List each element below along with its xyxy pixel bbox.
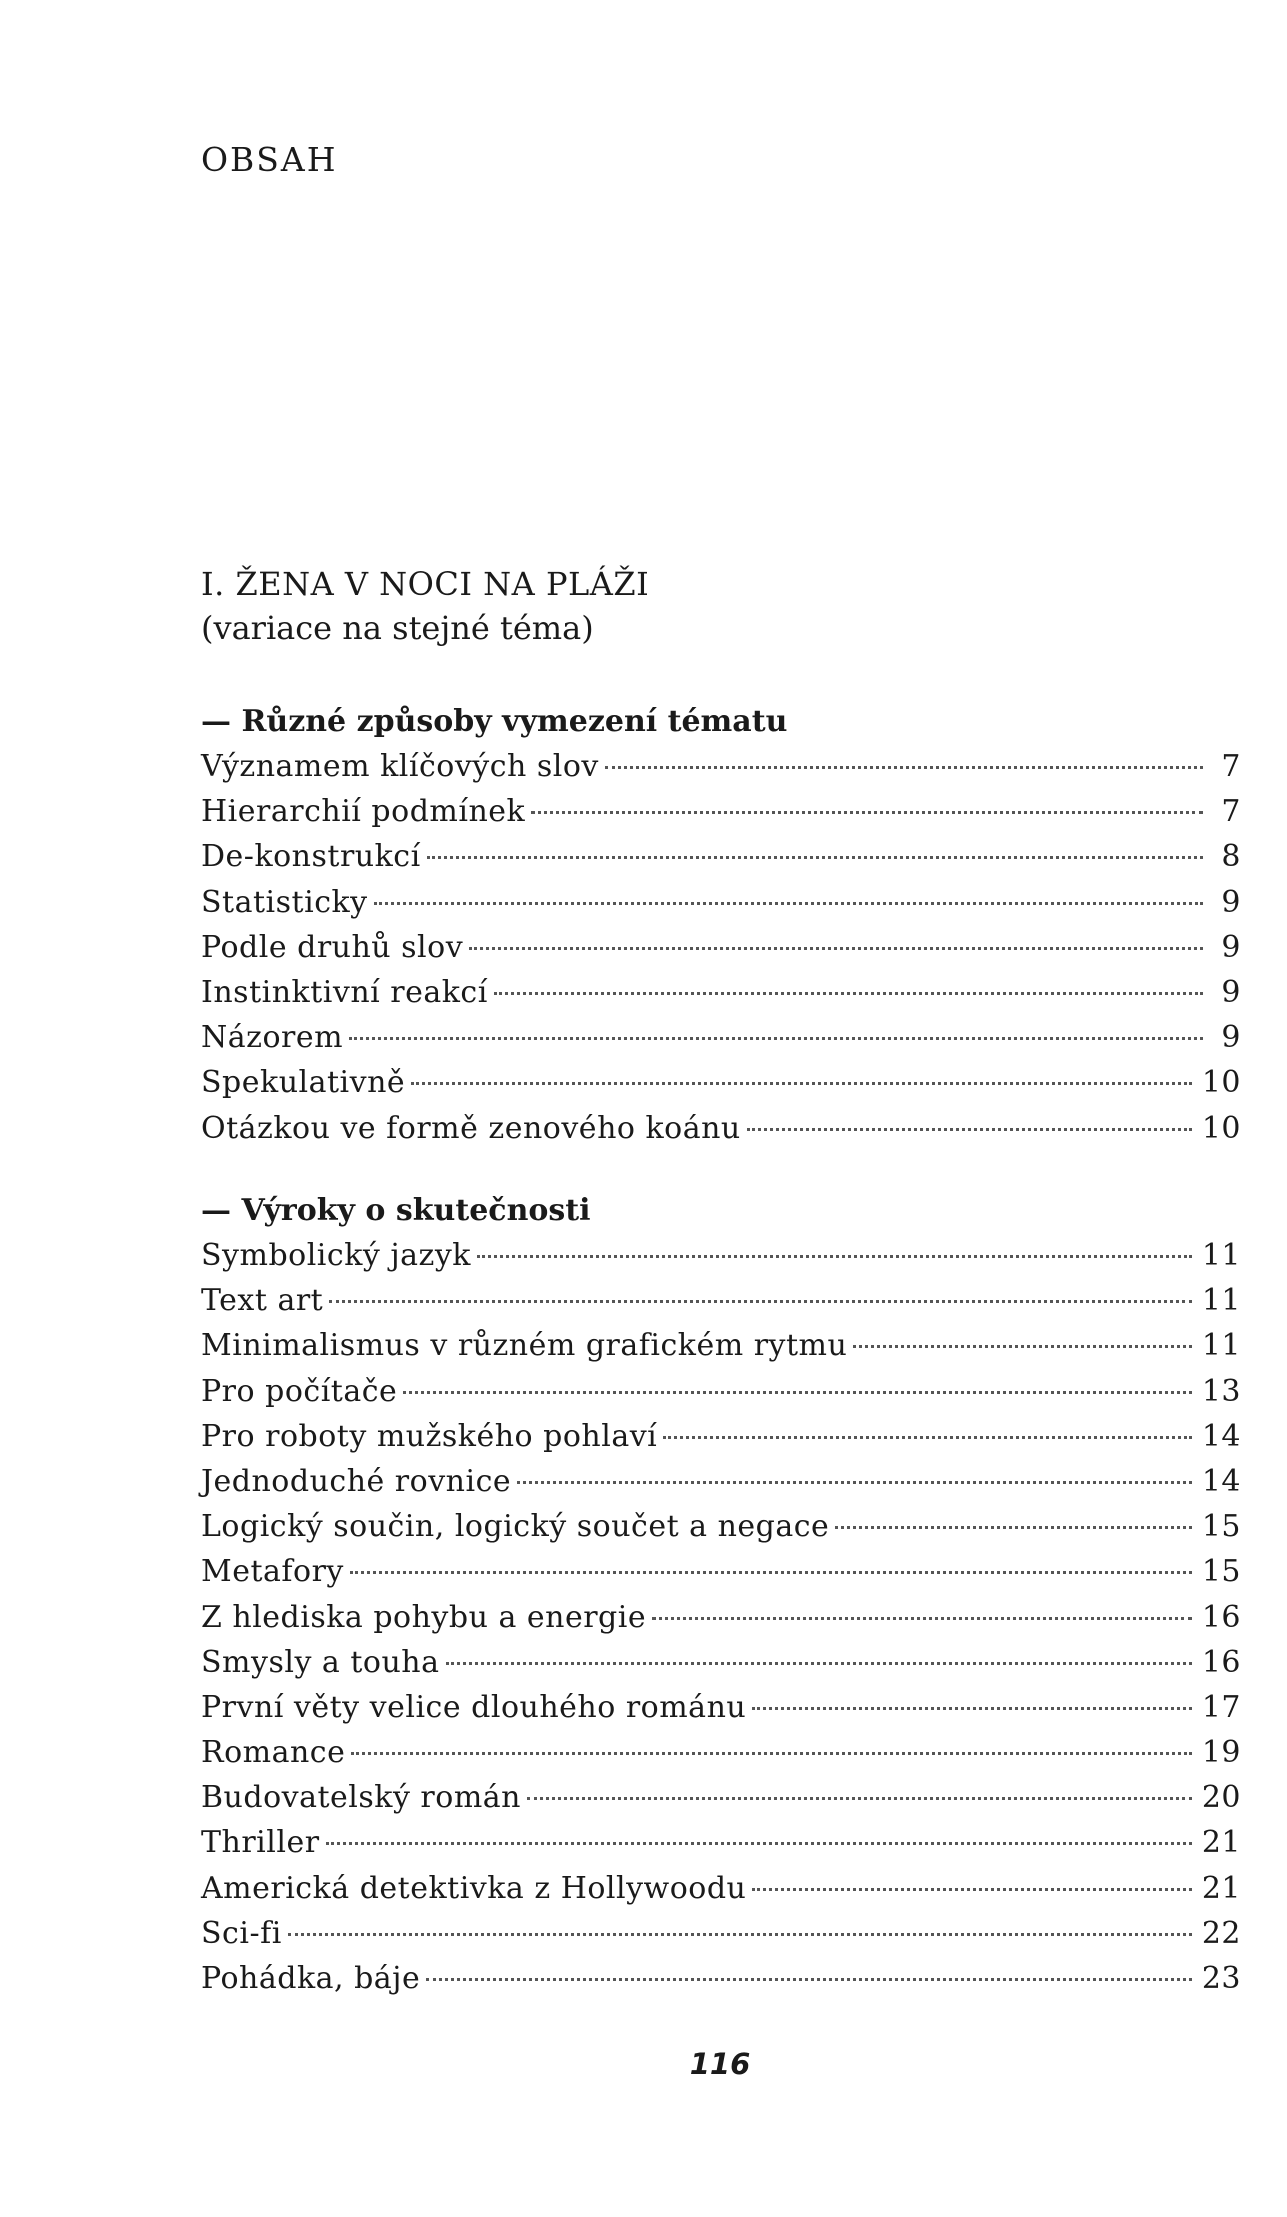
toc-entry[interactable] bbox=[201, 970, 1241, 1015]
dot-leader bbox=[411, 1082, 1192, 1085]
dot-leader bbox=[494, 992, 1203, 995]
toc-entry-label: Významem klíčových slov bbox=[201, 749, 599, 784]
toc-entry-page: 10 bbox=[1201, 1065, 1241, 1101]
toc-entry[interactable] bbox=[201, 925, 1241, 970]
dot-leader bbox=[426, 1978, 1192, 1981]
dot-leader bbox=[853, 1345, 1191, 1348]
toc-entry-page: 13 bbox=[1201, 1373, 1241, 1409]
toc-entry-label: Thriller bbox=[201, 1825, 320, 1861]
toc-section bbox=[201, 1189, 1241, 2001]
toc-entry-label: Pohádka, báje bbox=[201, 1961, 421, 1996]
toc-entry-page: 16 bbox=[1201, 1599, 1241, 1635]
toc-entry-label: První věty velice dlouhého románu bbox=[201, 1689, 747, 1725]
toc-entry[interactable] bbox=[201, 1106, 1241, 1151]
toc-list bbox=[201, 744, 1241, 1151]
toc-entry[interactable] bbox=[201, 1866, 1241, 1911]
toc-entry-page: 14 bbox=[1201, 1418, 1241, 1454]
toc-entry-page: 11 bbox=[1201, 1283, 1241, 1319]
dot-leader bbox=[747, 1128, 1192, 1131]
toc-entry-page: 9 bbox=[1221, 974, 1241, 1010]
section-heading: — Výroky o skutečnosti bbox=[201, 1193, 591, 1228]
toc-entry[interactable] bbox=[201, 1595, 1241, 1640]
dot-leader bbox=[663, 1436, 1192, 1439]
toc-entry-label: Budovatelský román bbox=[201, 1780, 521, 1816]
toc-entry[interactable] bbox=[201, 1956, 1241, 2001]
toc-entry-page: 21 bbox=[1201, 1870, 1241, 1906]
dot-leader bbox=[349, 1037, 1203, 1040]
dot-leader bbox=[652, 1617, 1192, 1620]
toc-entry[interactable] bbox=[201, 1640, 1241, 1685]
toc-entry-page: 10 bbox=[1201, 1110, 1241, 1146]
toc-entry[interactable] bbox=[201, 1504, 1241, 1549]
dot-leader bbox=[446, 1662, 1192, 1665]
toc-entry[interactable] bbox=[201, 1369, 1241, 1414]
toc-entry-label: Spekulativně bbox=[201, 1065, 406, 1101]
toc-entry-label: Minimalismus v různém grafickém rytmu bbox=[201, 1328, 848, 1364]
toc-entry-label: Jednoduché rovnice bbox=[201, 1463, 512, 1499]
toc-entry-label: Názorem bbox=[201, 1020, 344, 1056]
dot-leader bbox=[427, 856, 1203, 859]
toc-entry-label: Logický součin, logický součet a negace bbox=[201, 1509, 830, 1545]
toc-entry-page: 15 bbox=[1201, 1554, 1241, 1590]
toc-entry[interactable] bbox=[201, 789, 1241, 834]
dot-leader bbox=[527, 1797, 1192, 1800]
toc-entry[interactable] bbox=[201, 880, 1241, 925]
part-title: I. ŽENA V NOCI NA PLÁŽI bbox=[201, 565, 650, 603]
toc-entry[interactable] bbox=[201, 1015, 1241, 1060]
dot-leader bbox=[517, 1481, 1192, 1484]
toc-entry-page: 7 bbox=[1221, 749, 1241, 784]
toc-entry-label: Otázkou ve formě zenového koánu bbox=[201, 1110, 741, 1146]
dot-leader bbox=[835, 1526, 1192, 1529]
dot-leader bbox=[351, 1752, 1191, 1755]
toc-entry-label: Pro roboty mužského pohlaví bbox=[201, 1418, 658, 1454]
toc-entry[interactable] bbox=[201, 1233, 1241, 1278]
toc-entry-page: 17 bbox=[1201, 1689, 1241, 1725]
toc-entry-page: 7 bbox=[1221, 794, 1241, 830]
dot-leader bbox=[403, 1391, 1192, 1394]
toc-entry-page: 21 bbox=[1201, 1825, 1241, 1861]
toc-entry-label: Americká detektivka z Hollywoodu bbox=[201, 1870, 747, 1906]
toc-entry[interactable] bbox=[201, 1414, 1241, 1459]
toc-entry-page: 8 bbox=[1221, 839, 1241, 875]
toc-entry-page: 9 bbox=[1221, 884, 1241, 920]
toc-entry-label: Metafory bbox=[201, 1554, 344, 1590]
toc-entry-label: Symbolický jazyk bbox=[201, 1238, 471, 1273]
page-title: OBSAH bbox=[201, 140, 338, 179]
toc-entry-page: 9 bbox=[1221, 1020, 1241, 1056]
toc-entry-page: 23 bbox=[1201, 1961, 1241, 1996]
toc-entry-page: 20 bbox=[1201, 1780, 1241, 1816]
section-heading: — Různé způsoby vymezení tématu bbox=[201, 704, 788, 739]
dot-leader bbox=[605, 766, 1203, 769]
toc-entry-label: Hierarchií podmínek bbox=[201, 794, 526, 830]
toc-entry-label: Z hlediska pohybu a energie bbox=[201, 1599, 647, 1635]
toc-entry[interactable] bbox=[201, 1060, 1241, 1105]
toc-entry[interactable] bbox=[201, 1323, 1241, 1368]
toc-entry-label: Instinktivní reakcí bbox=[201, 974, 488, 1010]
toc-entry-label: Romance bbox=[201, 1735, 346, 1771]
toc-entry-page: 11 bbox=[1201, 1328, 1241, 1364]
toc-entry[interactable] bbox=[201, 1459, 1241, 1504]
dot-leader bbox=[531, 811, 1203, 814]
toc-entry-label: Podle druhů slov bbox=[201, 929, 464, 965]
toc-entry-label: Statisticky bbox=[201, 884, 368, 920]
part-subtitle: (variace na stejné téma) bbox=[201, 609, 594, 647]
toc-entry-page: 19 bbox=[1201, 1735, 1241, 1771]
dot-leader bbox=[350, 1571, 1192, 1574]
toc-entry[interactable] bbox=[201, 1730, 1241, 1775]
toc-entry-page: 14 bbox=[1201, 1463, 1241, 1499]
dot-leader bbox=[329, 1300, 1192, 1303]
toc-entry-label: Text art bbox=[201, 1283, 324, 1319]
part-header bbox=[201, 562, 1241, 650]
toc-entry-page: 11 bbox=[1201, 1238, 1241, 1273]
dot-leader bbox=[477, 1255, 1192, 1258]
toc-entry-label: Pro počítače bbox=[201, 1373, 398, 1409]
dot-leader bbox=[752, 1888, 1191, 1891]
toc-entry-page: 15 bbox=[1201, 1509, 1241, 1545]
toc-entry-label: Sci-fi bbox=[201, 1915, 282, 1951]
toc-section bbox=[201, 700, 1241, 1151]
dot-leader bbox=[374, 902, 1203, 905]
toc-entry-page: 16 bbox=[1201, 1644, 1241, 1680]
dot-leader bbox=[752, 1707, 1192, 1710]
toc-entry-page: 22 bbox=[1201, 1915, 1241, 1951]
toc-entry-label: Smysly a touha bbox=[201, 1644, 440, 1680]
toc-list bbox=[201, 1233, 1241, 2001]
dot-leader bbox=[326, 1842, 1192, 1845]
dot-leader bbox=[469, 947, 1203, 950]
toc-entry[interactable] bbox=[201, 1775, 1241, 1820]
toc-entry-label: De-konstrukcí bbox=[201, 839, 421, 875]
toc-entry[interactable] bbox=[201, 1685, 1241, 1730]
toc-entry[interactable] bbox=[201, 1549, 1241, 1594]
toc-entry[interactable] bbox=[201, 744, 1241, 789]
dot-leader bbox=[288, 1933, 1192, 1936]
toc-entry[interactable] bbox=[201, 834, 1241, 879]
toc-entry[interactable] bbox=[201, 1278, 1241, 1323]
toc-entry-page: 9 bbox=[1221, 929, 1241, 965]
toc-entry[interactable] bbox=[201, 1911, 1241, 1956]
toc-entry[interactable] bbox=[201, 1820, 1241, 1865]
page-number: 116 bbox=[689, 2047, 751, 2081]
